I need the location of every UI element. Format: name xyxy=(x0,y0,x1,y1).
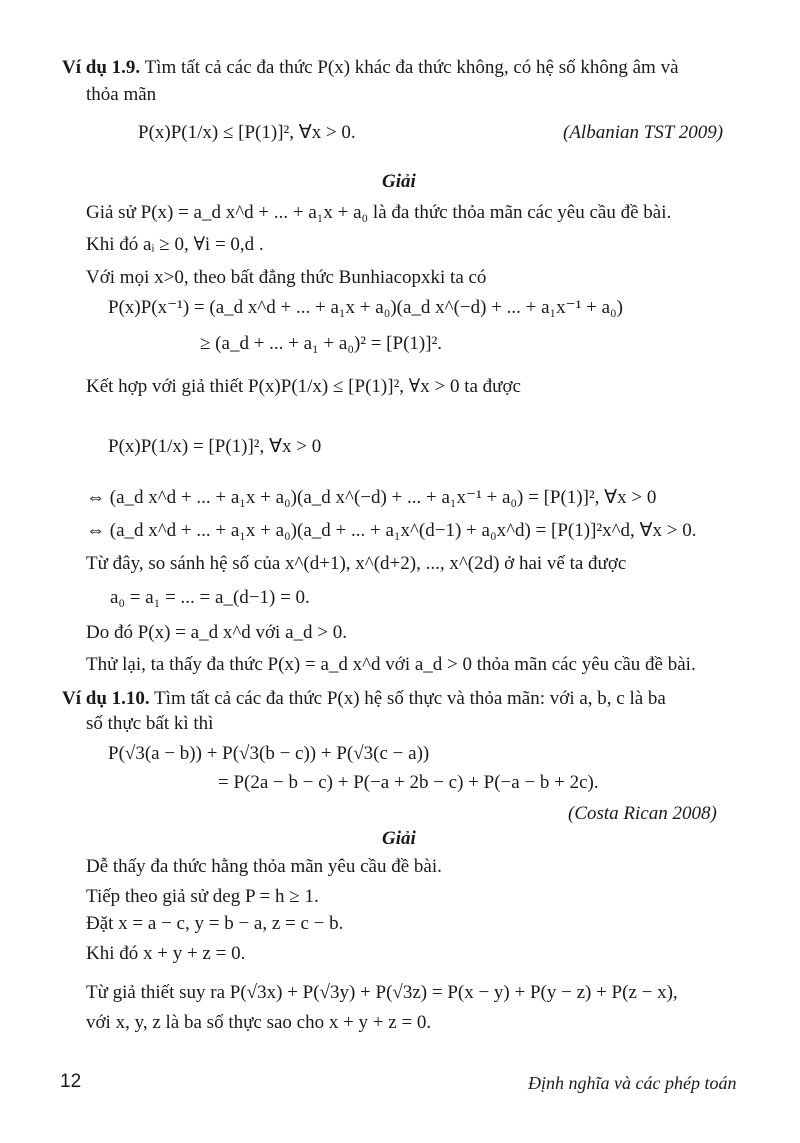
example-text-cont: số thực bất kì thì xyxy=(86,713,214,734)
solution-line: Thử lại, ta thấy đa thức P(x) = a_d x^d với a_d > 0 thỏa mãn các yêu cầu đề bài. xyxy=(86,654,696,675)
solution-line: Từ đây, so sánh hệ số của x^(d+1), x^(d+2), ..., x^(2d) ở hai vế ta được xyxy=(86,553,627,574)
solution-line: Giả sử P(x) = a_d x^d + ... + a₁x + a₀ là đa thức thỏa mãn các yêu cầu đề bài. xyxy=(86,202,672,223)
equation: a₀ = a₁ = ... = a_(d−1) = 0. xyxy=(110,587,310,608)
solution-line: Khi đó x + y + z = 0. xyxy=(86,943,246,964)
solution-line: Tiếp theo giả sử deg P = h ≥ 1. xyxy=(86,886,319,907)
solution-line: Dễ thấy đa thức hằng thỏa mãn yêu cầu đề bài. xyxy=(86,856,442,877)
condition-formula: P(x)P(1/x) ≤ [P(1)]², ∀x > 0. xyxy=(138,122,356,143)
equation: ≥ (a_d + ... + a₁ + a₀)² = [P(1)]². xyxy=(200,333,443,354)
equation: P(√3(a − b)) + P(√3(b − c)) + P(√3(c − a)) xyxy=(108,743,430,764)
example-text: Tìm tất cả các đa thức P(x) khác đa thức không, có hệ số không âm và xyxy=(144,57,679,78)
solution-line: Kết hợp với giả thiết P(x)P(1/x) ≤ [P(1)]², ∀x > 0 ta được xyxy=(86,376,521,397)
example-text-cont: thỏa mãn xyxy=(86,84,157,105)
equation: P(x)P(x⁻¹) = (a_d x^d + ... + a₁x + a₀)(a_d x^(−d) + ... + a₁x⁻¹ + a₀) xyxy=(108,297,624,318)
equation: P(x)P(1/x) = [P(1)]², ∀x > 0 xyxy=(108,436,322,457)
example-label: Ví dụ 1.10. xyxy=(62,688,150,709)
source-citation: (Albanian TST 2009) xyxy=(563,122,724,143)
example-1-10-heading xyxy=(62,687,666,711)
solution-line: Với mọi x>0, theo bất đẳng thức Bunhiacopxki ta có xyxy=(86,267,487,288)
chapter-title: Định nghĩa và các phép toán xyxy=(528,1073,737,1093)
page-number: 12 xyxy=(60,1071,82,1092)
example-label: Ví dụ 1.9. xyxy=(62,57,141,78)
example-1-9-heading xyxy=(62,56,679,80)
solution-line: Từ giả thiết suy ra P(√3x) + P(√3y) + P(√3z) = P(x − y) + P(y − z) + P(z − x), xyxy=(86,982,678,1003)
solution-line: Khi đó aᵢ ≥ 0, ∀i = 0,d . xyxy=(86,234,264,255)
equation: ⇔ (a_d x^d + ... + a₁x + a₀)(a_d x^(−d) + ... + a₁x⁻¹ + a₀) = [P(1)]², ∀x > 0 xyxy=(86,487,657,508)
source-citation: (Costa Rican 2008) xyxy=(568,803,717,824)
solution-title: Giải xyxy=(382,171,416,192)
equation: = P(2a − b − c) + P(−a + 2b − c) + P(−a − b + 2c). xyxy=(218,772,599,793)
solution-line: Do đó P(x) = a_d x^d với a_d > 0. xyxy=(86,622,347,643)
equation: ⇔ (a_d x^d + ... + a₁x + a₀)(a_d + ... + a₁x^(d−1) + a₀x^d) = [P(1)]²x^d, ∀x > 0. xyxy=(86,520,697,541)
example-text: Tìm tất cả các đa thức P(x) hệ số thực và thỏa mãn: với a, b, c là ba xyxy=(154,688,666,709)
solution-title: Giải xyxy=(382,828,416,849)
solution-line: với x, y, z là ba số thực sao cho x + y + z = 0. xyxy=(86,1012,432,1033)
solution-line: Đặt x = a − c, y = b − a, z = c − b. xyxy=(86,913,344,934)
